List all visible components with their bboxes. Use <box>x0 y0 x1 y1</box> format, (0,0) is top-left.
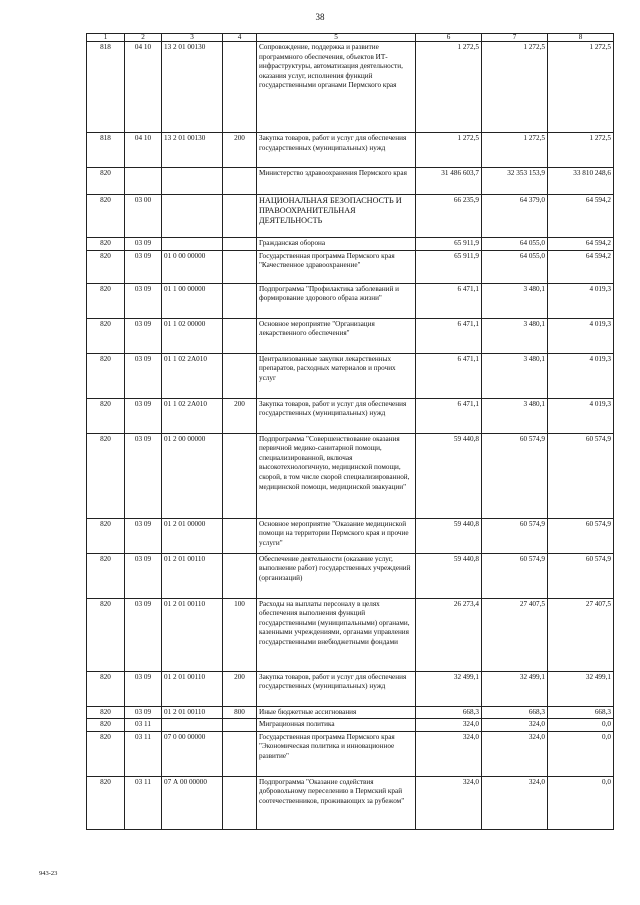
target-article-cell: 01 2 00 00000 <box>162 433 223 518</box>
admin-code-cell: 820 <box>87 719 125 732</box>
section-code-cell: 03 11 <box>125 719 162 732</box>
table-row <box>87 776 614 829</box>
target-article-cell: 01 2 01 00110 <box>162 706 223 719</box>
expense-type-cell <box>223 719 257 732</box>
amount-year2-cell: 27 407,5 <box>482 598 548 671</box>
admin-code-cell: 820 <box>87 168 125 195</box>
table-row <box>87 238 614 251</box>
table-row <box>87 283 614 318</box>
column-header: 3 <box>162 34 223 42</box>
amount-year3-cell: 1 272,5 <box>548 42 614 133</box>
target-article-cell: 01 2 01 00110 <box>162 671 223 706</box>
amount-year1-cell: 32 499,1 <box>416 671 482 706</box>
description-cell: Сопровождение, поддержка и развитие программного обеспечения, объектов ИТ-инфраструктуры, автоматизация деятельности, оказания услуг, исполнения функций государственными органами Пермского края <box>257 42 416 133</box>
description-cell: Основное мероприятие "Организация лекарственного обеспечения" <box>257 318 416 353</box>
target-article-cell: 01 1 02 00000 <box>162 318 223 353</box>
amount-year2-cell: 32 499,1 <box>482 671 548 706</box>
target-article-cell: 01 2 01 00000 <box>162 518 223 553</box>
section-code-cell <box>125 168 162 195</box>
table-row <box>87 250 614 283</box>
amount-year2-cell: 324,0 <box>482 731 548 776</box>
column-header: 1 <box>87 34 125 42</box>
target-article-cell: 01 1 02 2А010 <box>162 353 223 398</box>
amount-year2-cell: 60 574,9 <box>482 433 548 518</box>
section-code-cell: 03 00 <box>125 195 162 238</box>
admin-code-cell: 818 <box>87 133 125 168</box>
admin-code-cell: 820 <box>87 518 125 553</box>
table-body <box>87 42 614 830</box>
section-code-cell: 03 09 <box>125 353 162 398</box>
amount-year1-cell: 65 911,9 <box>416 250 482 283</box>
target-article-cell <box>162 238 223 251</box>
expense-type-cell <box>223 195 257 238</box>
target-article-cell: 07 0 00 00000 <box>162 731 223 776</box>
section-code-cell: 03 09 <box>125 706 162 719</box>
description-cell: Государственная программа Пермского края "Качественное здравоохранение" <box>257 250 416 283</box>
target-article-cell: 01 2 01 00110 <box>162 598 223 671</box>
description-cell: Закупка товаров, работ и услуг для обеспечения государственных (муниципальных) нужд <box>257 398 416 433</box>
expense-type-cell <box>223 353 257 398</box>
amount-year1-cell: 6 471,1 <box>416 398 482 433</box>
section-code-cell: 03 09 <box>125 433 162 518</box>
amount-year3-cell: 64 594,2 <box>548 238 614 251</box>
amount-year3-cell: 60 574,9 <box>548 518 614 553</box>
amount-year2-cell: 60 574,9 <box>482 518 548 553</box>
table-row <box>87 433 614 518</box>
amount-year2-cell: 64 055,0 <box>482 238 548 251</box>
section-code-cell: 03 09 <box>125 518 162 553</box>
section-code-cell: 03 09 <box>125 283 162 318</box>
admin-code-cell: 820 <box>87 598 125 671</box>
description-cell: Подпрограмма "Профилактика заболеваний и формирование здорового образа жизни" <box>257 283 416 318</box>
column-header: 8 <box>548 34 614 42</box>
admin-code-cell: 820 <box>87 433 125 518</box>
admin-code-cell: 820 <box>87 250 125 283</box>
column-header: 5 <box>257 34 416 42</box>
target-article-cell <box>162 168 223 195</box>
description-cell: Централизованные закупки лекарственных препаратов, расходных материалов и прочих услуг <box>257 353 416 398</box>
admin-code-cell: 820 <box>87 398 125 433</box>
admin-code-cell: 820 <box>87 353 125 398</box>
amount-year2-cell: 3 480,1 <box>482 398 548 433</box>
description-cell: Министерство здравоохранения Пермского края <box>257 168 416 195</box>
amount-year3-cell: 32 499,1 <box>548 671 614 706</box>
admin-code-cell: 820 <box>87 195 125 238</box>
amount-year2-cell: 1 272,5 <box>482 133 548 168</box>
expense-type-cell <box>223 776 257 829</box>
admin-code-cell: 818 <box>87 42 125 133</box>
expense-type-cell <box>223 250 257 283</box>
amount-year3-cell: 0,0 <box>548 776 614 829</box>
amount-year3-cell: 0,0 <box>548 719 614 732</box>
section-code-cell: 03 09 <box>125 238 162 251</box>
description-cell: НАЦИОНАЛЬНАЯ БЕЗОПАСНОСТЬ И ПРАВООХРАНИТЕЛЬНАЯ ДЕЯТЕЛЬНОСТЬ <box>257 195 416 238</box>
amount-year1-cell: 59 440,8 <box>416 553 482 598</box>
amount-year3-cell: 668,3 <box>548 706 614 719</box>
table-row <box>87 719 614 732</box>
admin-code-cell: 820 <box>87 671 125 706</box>
amount-year1-cell: 6 471,1 <box>416 283 482 318</box>
description-cell: Иные бюджетные ассигнования <box>257 706 416 719</box>
table-row <box>87 353 614 398</box>
admin-code-cell: 820 <box>87 706 125 719</box>
admin-code-cell: 820 <box>87 553 125 598</box>
section-code-cell: 03 09 <box>125 318 162 353</box>
column-header: 7 <box>482 34 548 42</box>
expense-type-cell <box>223 238 257 251</box>
amount-year3-cell: 64 594,2 <box>548 195 614 238</box>
amount-year1-cell: 324,0 <box>416 719 482 732</box>
description-cell: Расходы на выплаты персоналу в целях обеспечения выполнения функций государственными (муниципальными) органами, казенными учреждениями, органами управления государственными внебюджетными фондами <box>257 598 416 671</box>
description-cell: Подпрограмма "Совершенствование оказания первичной медико-санитарной помощи, специализированной, включая высокотехнологичную, медицинской помощи, скорой, в том числе скорой специализированной, медицинской помощи, медицинской эвакуации" <box>257 433 416 518</box>
expense-type-cell <box>223 731 257 776</box>
description-cell: Подпрограмма "Оказание содействия добровольному переселению в Пермский край соотечественников, проживающих за рубежом" <box>257 776 416 829</box>
amount-year1-cell: 59 440,8 <box>416 518 482 553</box>
amount-year2-cell: 60 574,9 <box>482 553 548 598</box>
amount-year1-cell: 1 272,5 <box>416 42 482 133</box>
target-article-cell: 01 1 00 00000 <box>162 283 223 318</box>
amount-year3-cell: 60 574,9 <box>548 433 614 518</box>
target-article-cell: 01 1 02 2А010 <box>162 398 223 433</box>
target-article-cell <box>162 719 223 732</box>
table-row <box>87 195 614 238</box>
amount-year1-cell: 324,0 <box>416 776 482 829</box>
amount-year3-cell: 33 810 248,6 <box>548 168 614 195</box>
page-number: 38 <box>315 12 325 22</box>
expense-type-cell <box>223 283 257 318</box>
column-header: 2 <box>125 34 162 42</box>
column-header: 4 <box>223 34 257 42</box>
section-code-cell: 03 09 <box>125 398 162 433</box>
expense-type-cell <box>223 318 257 353</box>
amount-year2-cell: 3 480,1 <box>482 283 548 318</box>
section-code-cell: 03 11 <box>125 776 162 829</box>
expense-type-cell <box>223 42 257 133</box>
amount-year1-cell: 26 273,4 <box>416 598 482 671</box>
amount-year3-cell: 1 272,5 <box>548 133 614 168</box>
expense-type-cell: 100 <box>223 598 257 671</box>
section-code-cell: 04 10 <box>125 133 162 168</box>
amount-year2-cell: 324,0 <box>482 719 548 732</box>
target-article-cell: 13 2 01 00130 <box>162 133 223 168</box>
amount-year2-cell: 324,0 <box>482 776 548 829</box>
amount-year1-cell: 6 471,1 <box>416 318 482 353</box>
expense-type-cell: 800 <box>223 706 257 719</box>
amount-year3-cell: 27 407,5 <box>548 598 614 671</box>
description-cell: Государственная программа Пермского края "Экономическая политика и инновационное развитие" <box>257 731 416 776</box>
target-article-cell: 07 А 00 00000 <box>162 776 223 829</box>
description-cell: Обеспечение деятельности (оказание услуг, выполнение работ) государственных учреждений (организаций) <box>257 553 416 598</box>
amount-year3-cell: 4 019,3 <box>548 398 614 433</box>
footer-code: 943-23 <box>39 870 58 877</box>
column-header: 6 <box>416 34 482 42</box>
admin-code-cell: 820 <box>87 238 125 251</box>
admin-code-cell: 820 <box>87 318 125 353</box>
table-row <box>87 598 614 671</box>
amount-year2-cell: 64 055,0 <box>482 250 548 283</box>
expense-type-cell <box>223 168 257 195</box>
column-number-row <box>87 34 614 42</box>
amount-year1-cell: 668,3 <box>416 706 482 719</box>
amount-year1-cell: 65 911,9 <box>416 238 482 251</box>
amount-year1-cell: 31 486 603,7 <box>416 168 482 195</box>
table-row <box>87 731 614 776</box>
section-code-cell: 03 09 <box>125 598 162 671</box>
section-code-cell: 03 09 <box>125 671 162 706</box>
table-row <box>87 398 614 433</box>
expense-type-cell: 200 <box>223 398 257 433</box>
amount-year2-cell: 64 379,0 <box>482 195 548 238</box>
admin-code-cell: 820 <box>87 731 125 776</box>
admin-code-cell: 820 <box>87 776 125 829</box>
amount-year1-cell: 59 440,8 <box>416 433 482 518</box>
table-row <box>87 518 614 553</box>
table-row <box>87 133 614 168</box>
amount-year2-cell: 32 353 153,9 <box>482 168 548 195</box>
description-cell: Закупка товаров, работ и услуг для обеспечения государственных (муниципальных) нужд <box>257 671 416 706</box>
expense-type-cell <box>223 553 257 598</box>
amount-year1-cell: 324,0 <box>416 731 482 776</box>
amount-year2-cell: 1 272,5 <box>482 42 548 133</box>
amount-year1-cell: 1 272,5 <box>416 133 482 168</box>
expense-type-cell <box>223 518 257 553</box>
table-row <box>87 553 614 598</box>
table-row <box>87 42 614 133</box>
budget-table <box>86 33 614 830</box>
expense-type-cell <box>223 433 257 518</box>
admin-code-cell: 820 <box>87 283 125 318</box>
amount-year3-cell: 0,0 <box>548 731 614 776</box>
section-code-cell: 03 11 <box>125 731 162 776</box>
section-code-cell: 03 09 <box>125 553 162 598</box>
description-cell: Миграционная политика <box>257 719 416 732</box>
amount-year3-cell: 4 019,3 <box>548 283 614 318</box>
table-row <box>87 706 614 719</box>
target-article-cell <box>162 195 223 238</box>
amount-year2-cell: 668,3 <box>482 706 548 719</box>
target-article-cell: 01 0 00 00000 <box>162 250 223 283</box>
amount-year3-cell: 4 019,3 <box>548 318 614 353</box>
target-article-cell: 01 2 01 00110 <box>162 553 223 598</box>
table-row <box>87 671 614 706</box>
amount-year3-cell: 4 019,3 <box>548 353 614 398</box>
description-cell: Гражданская оборона <box>257 238 416 251</box>
section-code-cell: 04 10 <box>125 42 162 133</box>
amount-year2-cell: 3 480,1 <box>482 353 548 398</box>
expense-type-cell: 200 <box>223 671 257 706</box>
amount-year1-cell: 6 471,1 <box>416 353 482 398</box>
description-cell: Основное мероприятие "Оказание медицинской помощи на территории Пермского края и прочие услуги" <box>257 518 416 553</box>
section-code-cell: 03 09 <box>125 250 162 283</box>
amount-year3-cell: 64 594,2 <box>548 250 614 283</box>
description-cell: Закупка товаров, работ и услуг для обеспечения государственных (муниципальных) нужд <box>257 133 416 168</box>
table-row <box>87 168 614 195</box>
expense-type-cell: 200 <box>223 133 257 168</box>
amount-year1-cell: 66 235,9 <box>416 195 482 238</box>
amount-year3-cell: 60 574,9 <box>548 553 614 598</box>
amount-year2-cell: 3 480,1 <box>482 318 548 353</box>
table-row <box>87 318 614 353</box>
target-article-cell: 13 2 01 00130 <box>162 42 223 133</box>
